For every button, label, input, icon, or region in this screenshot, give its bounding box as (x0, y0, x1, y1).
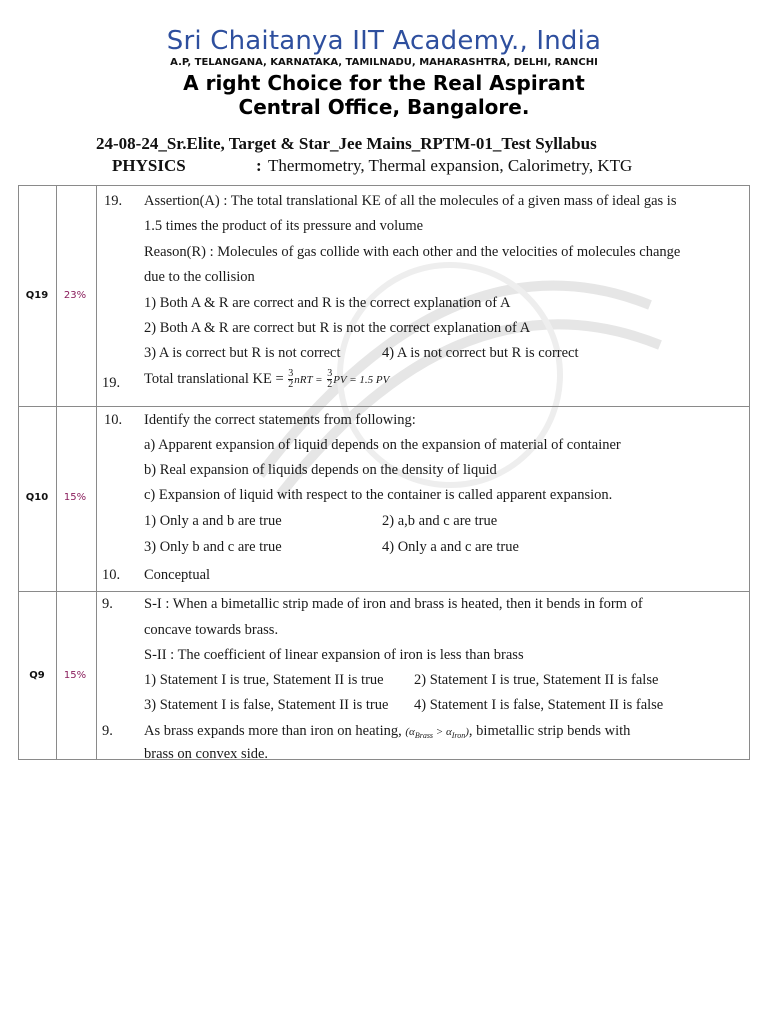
option-line: 3) Statement I is false, Statement II is true (144, 697, 389, 713)
question-line: Identify the correct statements from following: (144, 412, 416, 428)
question-line: 1.5 times the product of its pressure and volume (144, 218, 424, 234)
col-divider (96, 185, 97, 760)
question-line: Reason(R) : Molecules of gas collide with each other and the velocities of molecules change (144, 244, 681, 260)
option-line: 2) Statement I is true, Statement II is false (414, 672, 659, 688)
question-line: a) Apparent expansion of liquid depends on the expansion of material of container (144, 437, 621, 453)
question-number: 10. (104, 412, 123, 428)
question-id: Q10 (25, 492, 49, 503)
question-id: Q9 (29, 670, 45, 681)
syllabus-topics: Thermometry, Thermal expansion, Calorimetry, KTG (268, 156, 633, 175)
formula-term: PV = 1.5 PV (333, 373, 390, 386)
syllabus-colon: : (256, 156, 262, 175)
fraction (327, 369, 332, 390)
option-line: 2) Both A & R are correct but R is not the correct explanation of A (144, 320, 531, 336)
states-line: A.P, TELANGANA, KARNATAKA, TAMILNADU, MAHARASHTRA, DELHI, RANCHI (170, 57, 598, 68)
solution-number: 19. (102, 375, 121, 391)
option-line: 4) A is not correct but R is correct (382, 345, 579, 361)
solution-line (144, 723, 630, 740)
fraction-bottom: 2 (288, 379, 294, 390)
fraction-top: 3 (288, 368, 294, 379)
solution-text: Conceptual (144, 567, 211, 583)
table-border-top (18, 185, 750, 186)
syllabus-title: 24-08-24_Sr.Elite, Target & Star_Jee Mains_RPTM-01_Test Syllabus (96, 134, 597, 153)
solution-number: 10. (102, 567, 121, 583)
greater-than: > (435, 726, 444, 738)
formula-term: nRT = (294, 373, 323, 386)
solution-formula (144, 369, 389, 390)
table-border-right (749, 185, 750, 760)
tagline-2: Central Office, Bangalore. (238, 95, 530, 119)
question-line: due to the collision (144, 269, 255, 285)
institute-name: Sri Chaitanya IIT Academy., India (166, 26, 602, 56)
alpha-subscript: Brass (414, 731, 434, 741)
question-line: Assertion(A) : The total translational KE of all the molecules of a given mass of ideal gas is (144, 193, 677, 209)
question-percent: 15% (63, 670, 87, 681)
option-line: 2) a,b and c are true (382, 513, 498, 529)
row-divider (18, 406, 750, 407)
fraction (288, 369, 293, 390)
question-table (18, 185, 750, 760)
option-line: 3) Only b and c are true (144, 539, 282, 555)
option-line: 4) Only a and c are true (382, 539, 519, 555)
inequality: $(\alpha_{Brass} > \alpha_{Iron})$ (405, 726, 469, 741)
alpha-symbol: α (409, 726, 415, 738)
option-line: 1) Both A & R are correct and R is the correct explanation of A (144, 295, 511, 311)
solution-prefix: Total translational KE = (144, 370, 284, 387)
question-line: b) Real expansion of liquids depends on the density of liquid (144, 462, 497, 478)
option-line: 4) Statement I is false, Statement II is false (414, 697, 664, 713)
question-percent: 23% (63, 290, 87, 301)
solution-line: brass on convex side. (144, 746, 269, 762)
table-border-bottom (18, 759, 750, 760)
question-number: 9. (102, 596, 113, 612)
question-id: Q19 (25, 290, 49, 301)
solution-suffix: , bimetallic strip bends with (468, 723, 631, 739)
question-line: S-I : When a bimetallic strip made of iron and brass is heated, then it bends in form of (144, 596, 643, 612)
solution-number: 9. (102, 723, 113, 739)
question-line: S-II : The coefficient of linear expansion of iron is less than brass (144, 647, 524, 663)
question-percent: 15% (63, 492, 87, 503)
syllabus-subject: PHYSICS (112, 156, 186, 175)
fraction-bottom: 2 (327, 379, 333, 390)
question-line: concave towards brass. (144, 622, 279, 638)
solution-prefix: As brass expands more than iron on heating, (144, 723, 402, 739)
option-line: 3) A is correct but R is not correct (144, 345, 341, 361)
question-number: 19. (104, 193, 123, 209)
fraction-top: 3 (327, 368, 333, 379)
question-line: c) Expansion of liquid with respect to the container is called apparent expansion. (144, 487, 613, 503)
alpha-symbol: α (445, 726, 452, 738)
row-divider (18, 591, 750, 592)
option-line: 1) Statement I is true, Statement II is true (144, 672, 384, 688)
tagline-1: A right Choice for the Real Aspirant (183, 71, 585, 95)
alpha-subscript: Iron (451, 731, 466, 741)
option-line: 1) Only a and b are true (144, 513, 282, 529)
